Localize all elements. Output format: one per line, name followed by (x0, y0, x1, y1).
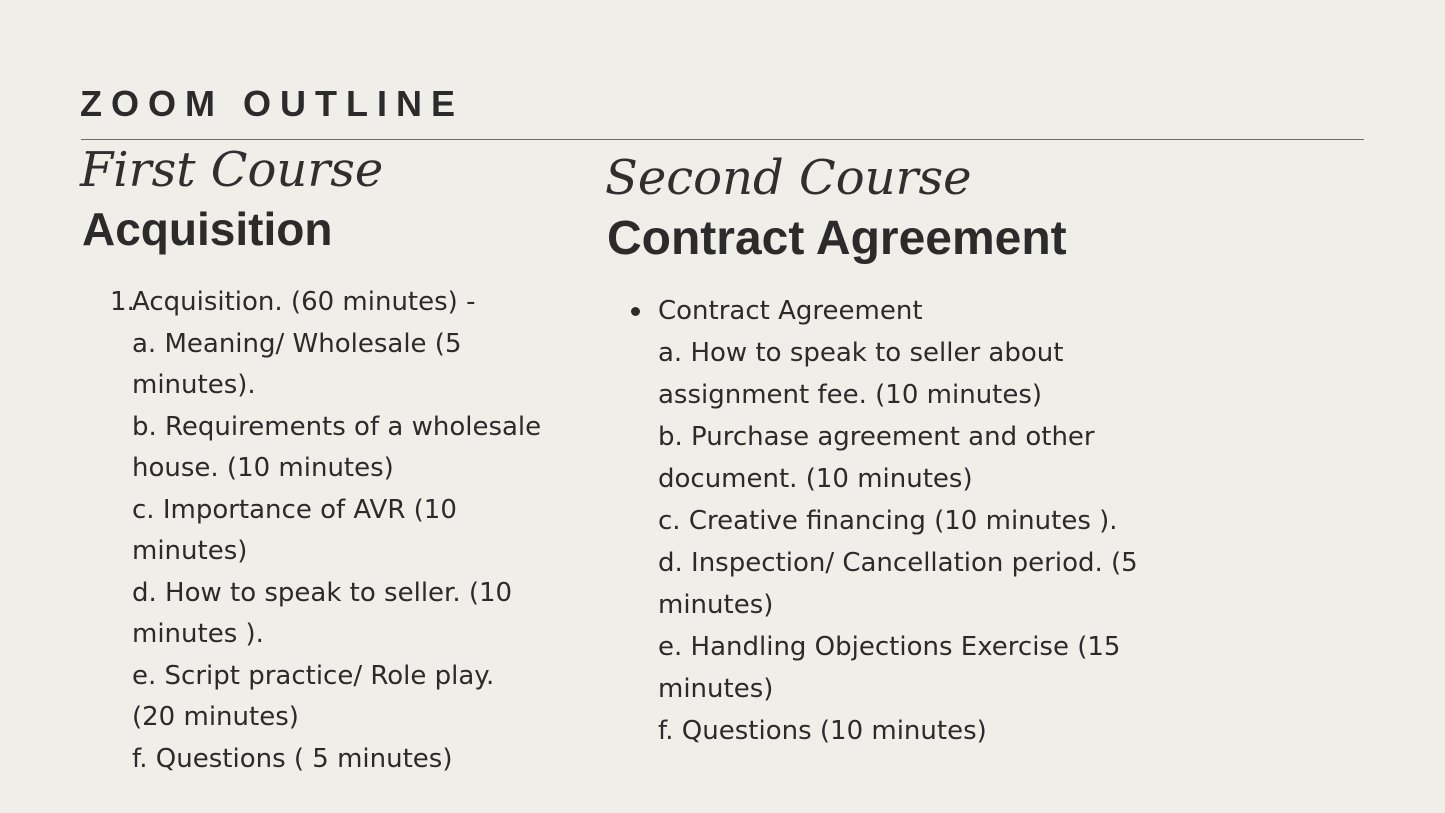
outline-line: Contract Agreement (658, 296, 923, 326)
outline-line: house. (10 minutes) (132, 453, 394, 483)
outline-line: minutes). (132, 370, 256, 400)
outline-line: b. Purchase agreement and other (658, 422, 1095, 452)
outline-line: c. Importance of AVR (10 (132, 494, 457, 525)
outline-line: (20 minutes) (132, 702, 299, 732)
outline-line: document. (10 minutes) (658, 464, 973, 494)
outline-line: e. Handling Objections Exercise (15 (658, 632, 1121, 662)
second-course-column (605, 148, 1225, 752)
second-course-label: Second Course (605, 150, 972, 206)
outline-line: minutes) (658, 674, 774, 704)
page-title: ZOOM OUTLINE (80, 83, 464, 124)
outline-line: f. Questions (10 minutes) (658, 716, 987, 746)
outline-line: Acquisition. (60 minutes) - (132, 287, 476, 317)
list-number: 1. (110, 287, 135, 317)
outline-line: f. Questions ( 5 minutes) (132, 743, 453, 774)
outline-line: b. Requirements of a wholesale (132, 411, 542, 442)
second-course-outline (605, 290, 1225, 752)
outline-line: a. How to speak to seller about (658, 338, 1064, 368)
outline-line: minutes ). (132, 619, 264, 649)
first-course-title: Acquisition (82, 203, 333, 255)
first-course-outline (80, 282, 580, 780)
second-course-title: Contract Agreement (607, 212, 1067, 265)
outline-line: assignment fee. (10 minutes) (658, 380, 1043, 410)
outline-line: minutes) (132, 536, 248, 566)
outline-line: a. Meaning/ Wholesale (5 (132, 328, 462, 359)
outline-line: minutes) (658, 590, 774, 620)
outline-line: c. Creative financing (10 minutes ). (658, 506, 1118, 536)
first-course-label: First Course (80, 142, 384, 198)
outline-line: d. Inspection/ Cancellation period. (5 (658, 548, 1138, 578)
first-course-column (80, 140, 580, 780)
outline-line: e. Script practice/ Role play. (132, 660, 495, 691)
outline-line: d. How to speak to seller. (10 (132, 577, 513, 608)
bullet-icon (631, 307, 640, 316)
